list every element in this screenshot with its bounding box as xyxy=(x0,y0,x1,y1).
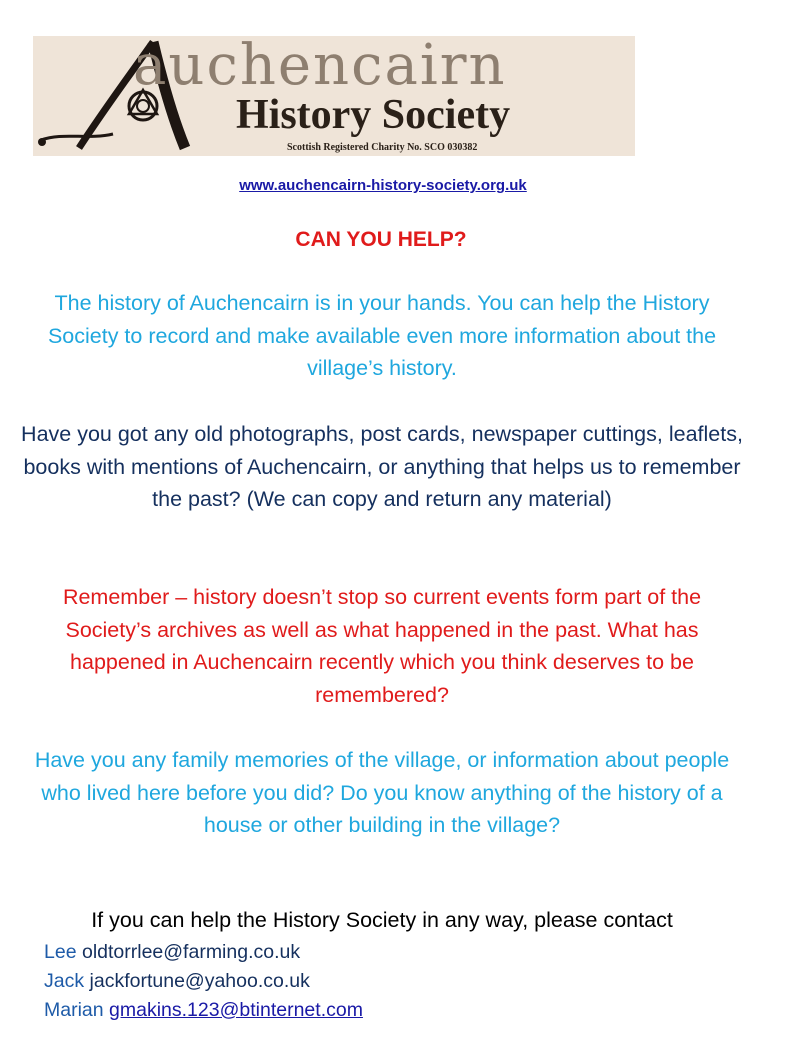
contact-item xyxy=(44,999,363,1022)
charity-number: Scottish Registered Charity No. SCO 030382 xyxy=(287,142,478,153)
contact-email: jackfortune@yahoo.co.uk xyxy=(89,970,310,992)
website-link[interactable]: www.auchencairn-history-society.org.uk xyxy=(239,177,527,194)
contact-email: oldtorrlee@farming.co.uk xyxy=(81,941,301,963)
contact-item xyxy=(44,941,300,964)
contact-intro: If you can help the History Society in any way, please contact xyxy=(91,908,673,932)
contact-name: Lee xyxy=(44,941,77,963)
memories-paragraph: Have you any family memories of the village, or information about people who lived here before you did? Do you know anything of the history of a house or other building in the village? xyxy=(34,748,730,837)
contact-item xyxy=(44,970,310,993)
contact-name: Jack xyxy=(44,970,85,992)
contact-email-link[interactable]: gmakins.123@btinternet.com xyxy=(109,999,363,1021)
contact-name: Marian xyxy=(44,999,104,1021)
intro-paragraph: The history of Auchencairn is in your hands. You can help the History Society to record and make available even more information about the village’s history. xyxy=(47,291,717,380)
remember-paragraph: Remember – history doesn’t stop so current events form part of the Society’s archives as well as what happened in the past. What has happened in Auchencairn recently which you think deserves to be remembered? xyxy=(62,585,702,707)
logo-banner xyxy=(33,36,635,156)
banner-subtitle: History Society xyxy=(236,92,511,138)
page-heading: CAN YOU HELP? xyxy=(295,228,467,251)
materials-paragraph: Have you got any old photographs, post cards, newspaper cuttings, leaflets, books with mentions of Auchencairn, or anything that helps us to remember the past? (We can copy and return any material) xyxy=(21,422,743,511)
banner-title: auchencairn xyxy=(133,36,507,98)
